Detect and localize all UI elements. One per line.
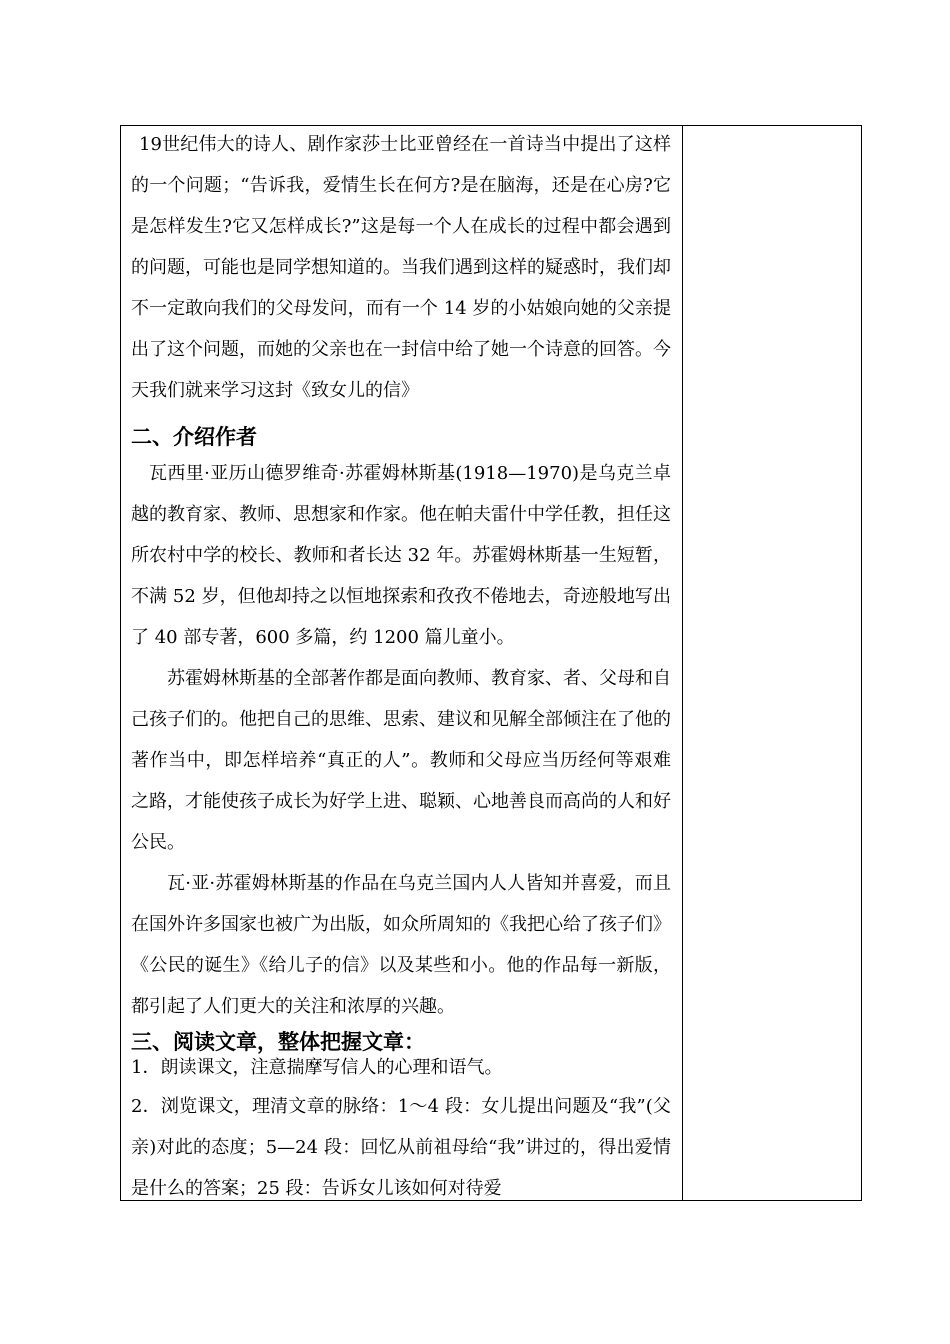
author-paragraph-2: 苏霍姆林斯基的全部著作都是面向教师、教育家、者、父母和自己孩子们的。他把自己的思维、思索、建议和见解全部倾注在了他的著作当中，即怎样培养“真正的人”。教师和父母应当历经何等艰难之路，才能使孩子成长为好学上进、聪颖、心地善良而高尚的人和好公民。 — [131, 668, 671, 853]
author-paragraph-3: 瓦·亚·苏霍姆林斯基的作品在乌克兰国内人人皆知并喜爱，而且在国外许多国家也被广为出版，如众所周知的《我把心给了孩子们》《公民的诞生》《给儿子的信》以及某些和小。他的作品每一新版，都引起了人们更大的关注和浓厚的兴趣。 — [131, 873, 671, 1017]
lesson-table — [120, 125, 862, 1201]
reading-step-2: 2．浏览课文，理清文章的脉络：1～4 段：女儿提出问题及“我”(父亲)对此的态度；5—24 段：回忆从前祖母给“我”讲过的，得出爱情是什么的答案；25 段：告诉女儿该如何对待爱 — [131, 1096, 671, 1199]
author-paragraph-1: 瓦西里·亚历山德罗维奇·苏霍姆林斯基(1918—1970)是乌克兰卓越的教育家、教师、思想家和作家。他在帕夫雷什中学任教，担任这所农村中学的校长、教师和者长达 32 年。苏霍姆林斯基一生短暂，不满 52 岁，但他却持之以恒地探索和孜孜不倦地去，奇迹般地写出了 40 部专著，600 多篇，约 1200 篇儿童小。 — [131, 463, 671, 648]
lesson-content-cell — [121, 126, 682, 1200]
notes-cell — [683, 126, 861, 1200]
intro-paragraph: 19世纪伟大的诗人、剧作家莎士比亚曾经在一首诗当中提出了这样的一个问题；“告诉我，爱情生长在何方?是在脑海，还是在心房?它是怎样发生?它又怎样成长?”这是每一个人在成长的过程中都会遇到的问题，可能也是同学想知道的。当我们遇到这样的疑惑时，我们却不一定敢向我们的父母发问，而有一个 14 岁的小姑娘向她的父亲提出了这个问题，而她的父亲也在一封信中给了她一个诗意的回答。今天我们就来学习这封《致女儿的信》 — [131, 134, 671, 401]
reading-step-1: 1．朗读课文，注意揣摩写信人的心理和语气。 — [131, 1057, 503, 1078]
section-heading-author: 二、介绍作者 — [131, 424, 257, 449]
section-heading-reading: 三、阅读文章，整体把握文章： — [131, 1029, 425, 1054]
